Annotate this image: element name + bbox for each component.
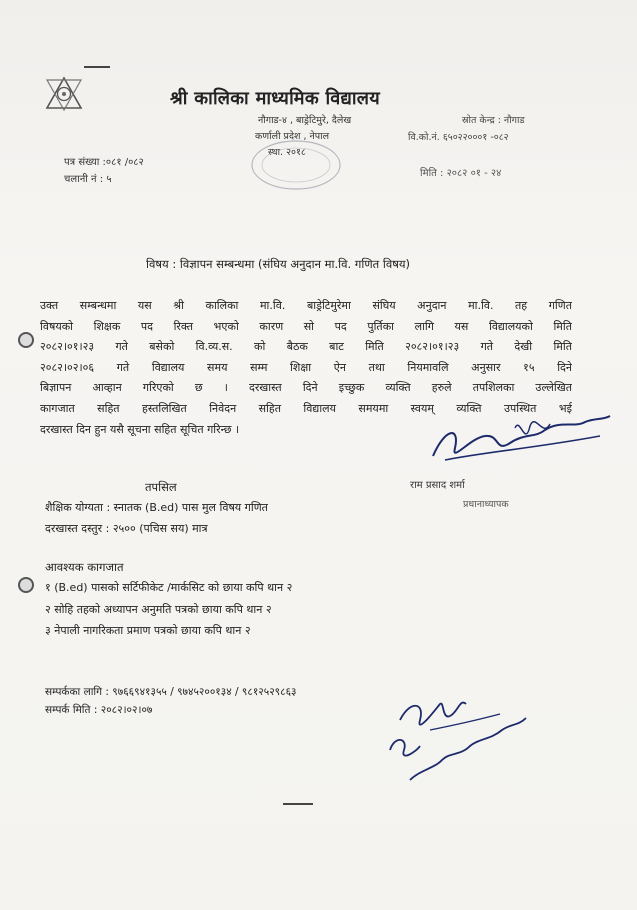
school-emblem-icon [44,76,84,112]
body-line: २०८२।०१।२३ गते बसेको वि.व्य.स. को बैठक बाट मिति २०८२।०१।२३ गते देखी मिति [40,340,572,354]
body-line: कागजात सहित हस्तलिखित निवेदन सहित विद्यालय समयमा स्वयम् व्यक्ति उपस्थित भई [40,401,572,415]
signatory-name: राम प्रसाद शर्मा [410,480,465,491]
letter-date: मिति : २०८२ ०१ - २४ [420,168,502,179]
principal-signature-icon [425,408,615,468]
established-line: स्था. २०१८ [268,147,306,158]
handwritten-signature-icon [380,690,530,790]
requirements-heading: आवश्यक कागजात [45,560,124,574]
reference-number: पत्र संख्या :०८१ /०८२ [64,157,144,168]
qualification-line: शैक्षिक योग्यता : स्नातक (B.ed) पास मुल विषय गणित [45,501,268,514]
dispatch-number: चलानी नं : ५ [64,174,112,185]
top-dash-mark [84,66,110,68]
requirement-item: १ (B.ed) पासको सर्टिफीकेट /मार्कसिट को छाया कपि थान २ [45,581,293,594]
address-line: नौगाड-४ , बाड्रेटिमुरे, दैलेख [258,115,352,126]
contact-date: सम्पर्क मिति : २०८२।०२।०७ [45,704,153,716]
punch-hole-icon [18,577,34,593]
details-heading: तपसिल [145,480,177,494]
body-line: उक्त सम्बन्धमा यस श्री कालिका मा.वि. बाड्रेटिमुरेमा संघिय अनुदान मा.वि. तह गणित [40,299,572,312]
body-line: २०८२।०२।०६ गते विद्यालय समय सम्म शिक्षा ऐन तथा नियमावलि अनुसार १५ दिने [40,360,572,374]
body-line: विषयको शिक्षक पद रिक्त भएको कारण सो पद पुर्तिका लागि यस विद्यालयको मिति [40,319,572,333]
body-line: बिज्ञापन आव्हान गरिएको छ । दरखास्त दिने इच्छुक व्यक्ति हरुले तपशिलका उल्लेखित [40,381,572,395]
province-line: कर्णाली प्रदेश , नेपाल [255,131,330,142]
contact-phones: सम्पर्कका लागि : ९७६६९४१३५५ / ९७४५२००१३४ / ९८१२५२९८६३ [45,686,297,698]
signatory-title: प्रधानाध्यापक [463,499,509,510]
requirement-item: ३ नेपाली नागरिकता प्रमाण पत्रको छाया कपि थान २ [45,624,251,637]
requirement-item: २ सोहि तहको अध्यापन अनुमति पत्रको छाया कपि थान २ [45,603,272,616]
punch-hole-icon [18,332,34,348]
subject-line: विषय : विज्ञापन सम्बन्धमा (संघिय अनुदान मा.वि. गणित विषय) [146,257,411,271]
school-code: वि.को.नं. ६५०२२०००१ -०८२ [408,132,509,143]
fee-line: दरखास्त दस्तुर : २५०० (पचिस सय) मात्र [45,522,208,535]
school-stamp-icon [248,137,344,191]
school-name: श्री कालिका माध्यमिक विद्यालय [170,88,381,109]
body-line: दरखास्त दिन हुन यसै सूचना सहित सूचित गरिन्छ । [40,422,240,436]
resource-center: स्रोत केन्द्र : नौगाड [462,115,525,126]
bottom-dash-mark [283,803,313,805]
